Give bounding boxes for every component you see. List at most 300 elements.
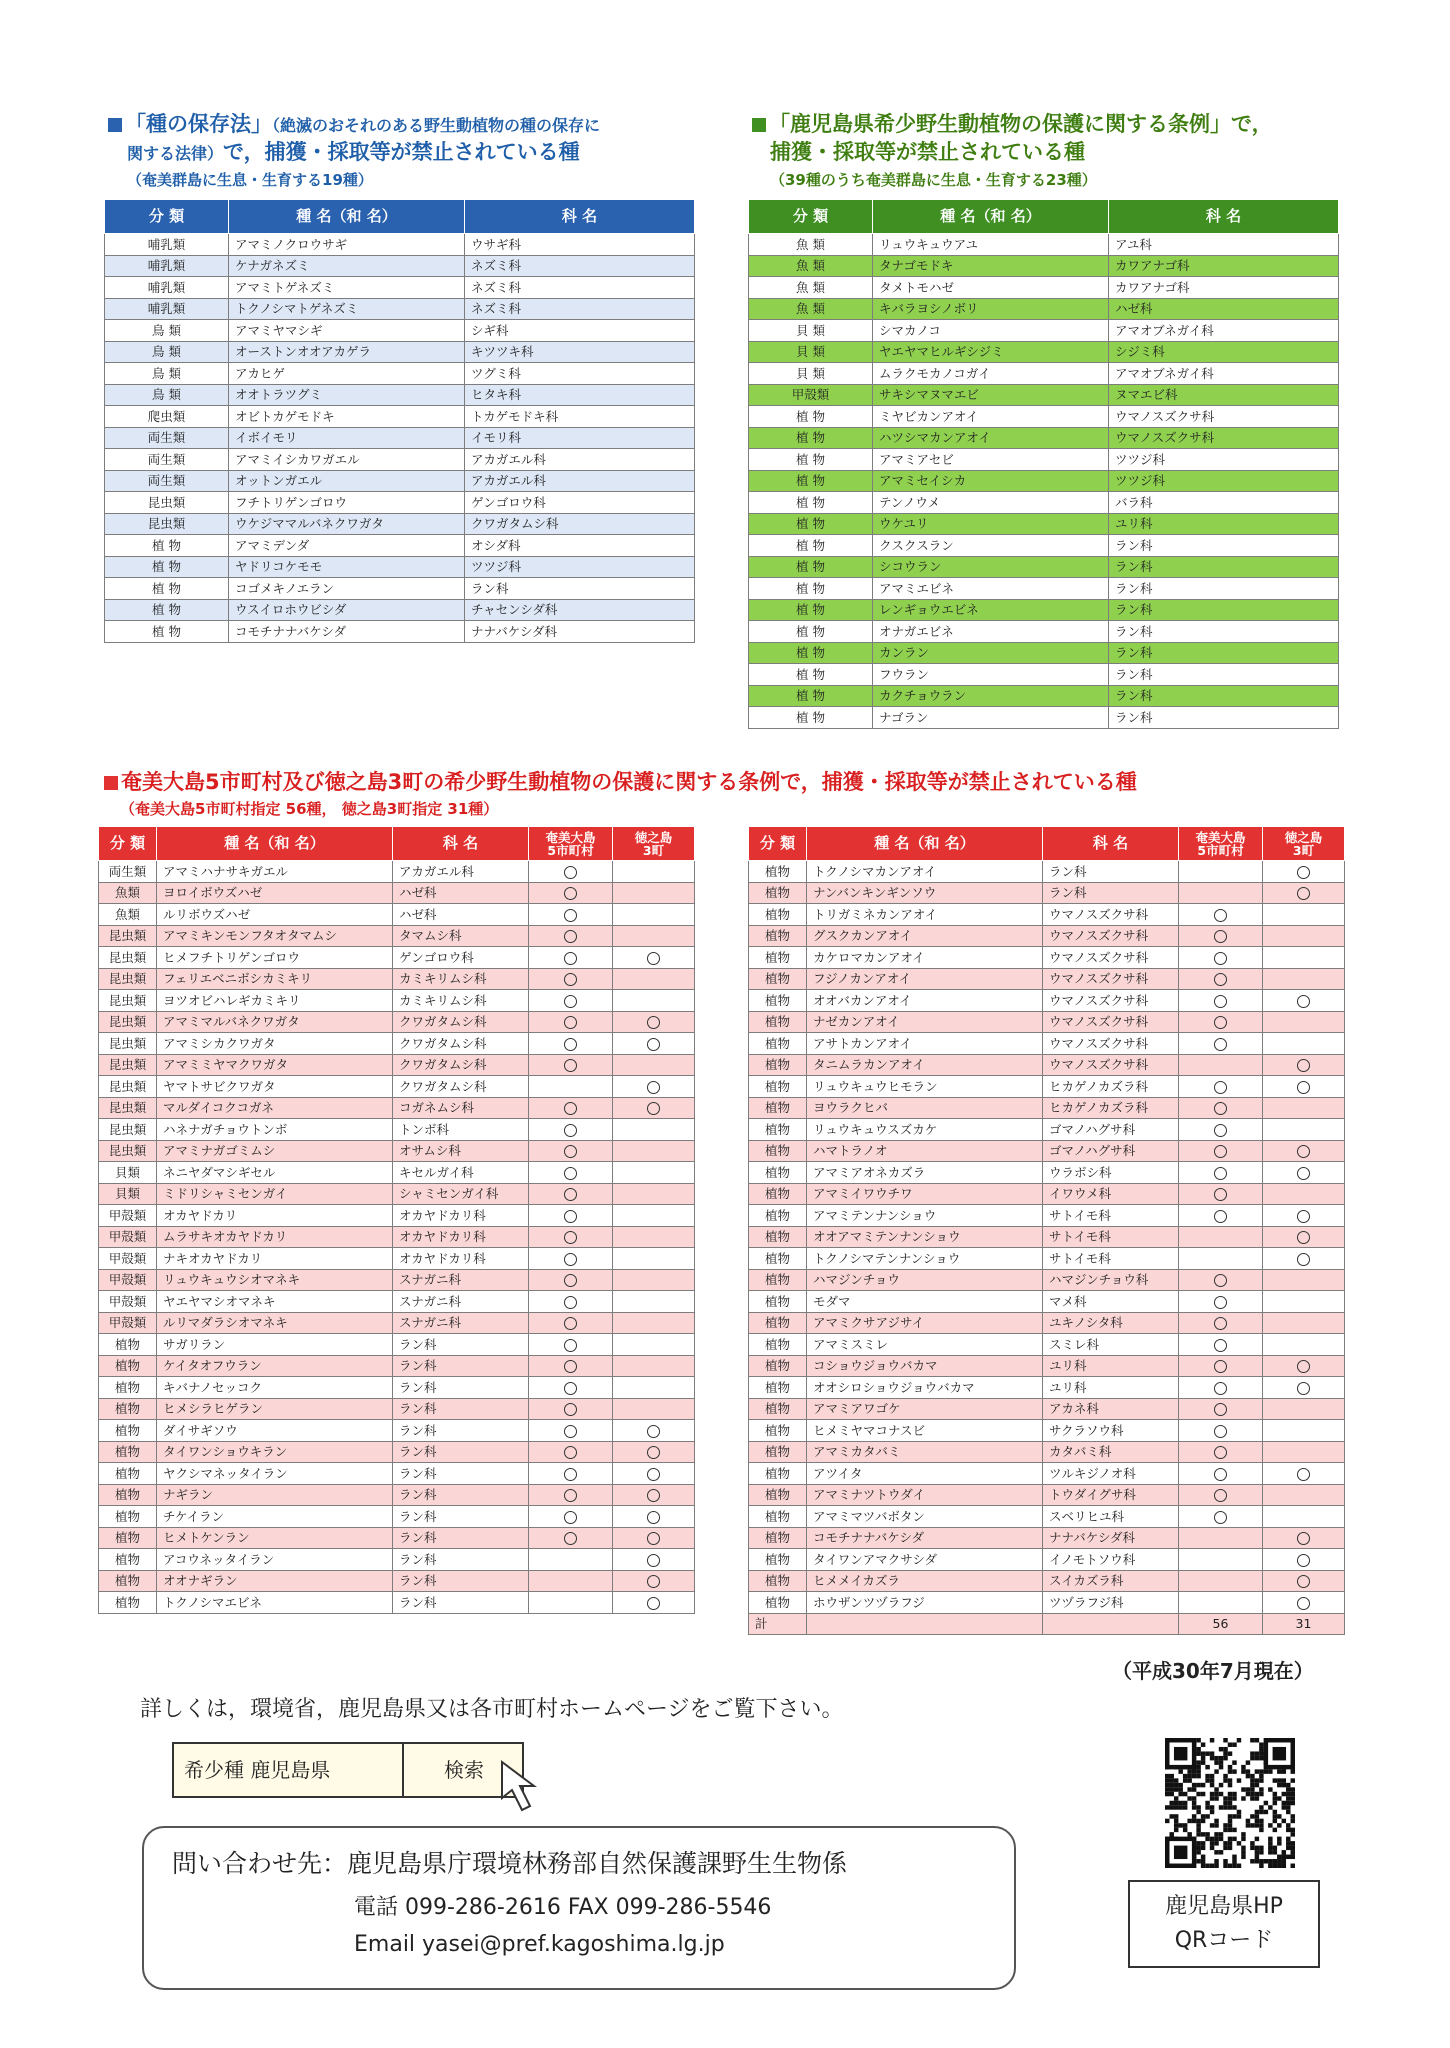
cell-species: コショウジョウバカマ [807, 1355, 1043, 1377]
cell-family: カワアナゴ科 [1109, 255, 1339, 277]
cell-tokunoshima [1263, 1377, 1345, 1399]
cell-species: トクノシマカンアオイ [807, 861, 1043, 883]
circle-mark-icon [1297, 887, 1310, 900]
cell-category: 甲殻類 [749, 384, 873, 406]
cell-tokunoshima [613, 990, 695, 1012]
table-row [749, 1312, 1345, 1334]
cell-category: 植 物 [749, 685, 873, 707]
circle-mark-icon [1214, 1382, 1227, 1395]
cell-species: オオアマミテンナンショウ [807, 1226, 1043, 1248]
cell-family: ラン科 [465, 578, 695, 600]
cell-amami [1179, 1119, 1263, 1141]
cell-tokunoshima [1263, 1119, 1345, 1141]
cell-amami [1179, 1248, 1263, 1270]
cell-category: 植物 [749, 1226, 807, 1248]
cell-species: ハネナガチョウトンボ [157, 1119, 393, 1141]
cell-category: 植物 [749, 1011, 807, 1033]
table-row [749, 1097, 1345, 1119]
circle-mark-icon [564, 1317, 577, 1330]
search-query[interactable]: 希少種 鹿児島県 [174, 1744, 404, 1796]
circle-mark-icon [564, 1210, 577, 1223]
cell-category: 昆虫類 [99, 1140, 157, 1162]
cell-family: ラン科 [393, 1463, 529, 1485]
s2-title-l2: 捕獲・採取等が禁止されている種 [770, 140, 1085, 164]
cell-amami [1179, 968, 1263, 990]
cell-tokunoshima [613, 1377, 695, 1399]
cell-family: ウサギ科 [465, 234, 695, 256]
table-row [749, 1484, 1345, 1506]
table-row [749, 1076, 1345, 1098]
cell-category: 植物 [749, 1097, 807, 1119]
guide-text: 詳しくは，環境省，鹿児島県又は各市町村ホームページをご覧下さい。 [140, 1697, 844, 1722]
circle-mark-icon [564, 973, 577, 986]
cell-species: ヒメメイカズラ [807, 1570, 1043, 1592]
cell-family: スナガニ科 [393, 1312, 529, 1334]
table-row [749, 513, 1339, 535]
cell-category: 甲殻類 [99, 1291, 157, 1313]
cell-family: オカヤドカリ科 [393, 1226, 529, 1248]
cell-category: 植物 [749, 1248, 807, 1270]
cell-amami [529, 1420, 613, 1442]
cell-amami [529, 990, 613, 1012]
cell-family: キツツキ科 [465, 341, 695, 363]
cell-species: ハマトラノオ [807, 1140, 1043, 1162]
cell-tokunoshima [1263, 1054, 1345, 1076]
table-row [99, 1527, 695, 1549]
cell-amami [1179, 861, 1263, 883]
circle-mark-icon [647, 1597, 660, 1610]
cell-species: アマミシカクワガタ [157, 1033, 393, 1055]
cell-category: 甲殻類 [99, 1269, 157, 1291]
cell-family: ラン科 [393, 1334, 529, 1356]
table-row [749, 947, 1345, 969]
cell-species: トクノシマテンナンショウ [807, 1248, 1043, 1270]
s2-header-family: 科 名 [1109, 200, 1339, 234]
cell-amami [1179, 1527, 1263, 1549]
table-row [105, 449, 695, 471]
cell-tokunoshima [1263, 990, 1345, 1012]
cell-family: ウマノスズクサ科 [1043, 925, 1179, 947]
table-row [749, 1291, 1345, 1313]
cell-category: 植物 [749, 990, 807, 1012]
cell-category: 植物 [99, 1355, 157, 1377]
cell-category: 植 物 [749, 621, 873, 643]
cell-tokunoshima [613, 1312, 695, 1334]
cell-species: アマミテンナンショウ [807, 1205, 1043, 1227]
cell-species: アマミイシカワガエル [229, 449, 465, 471]
table-row [99, 1549, 695, 1571]
table-row [749, 1355, 1345, 1377]
total-label: 計 [749, 1613, 807, 1635]
s2-subtitle: （39種のうち奄美群島に生息・生育する23種） [770, 171, 1097, 189]
cell-family: トンボ科 [393, 1119, 529, 1141]
circle-mark-icon [564, 1145, 577, 1158]
cell-amami [529, 1312, 613, 1334]
cell-species: ルリボウズハゼ [157, 904, 393, 926]
table-row [749, 406, 1339, 428]
cell-species: アマミアセビ [873, 449, 1109, 471]
cell-amami [529, 1097, 613, 1119]
cell-species: ムラクモカノコガイ [873, 363, 1109, 385]
s3-header-tokunoshima [1263, 827, 1345, 861]
cell-species: シマカノコ [873, 320, 1109, 342]
table-row [99, 1441, 695, 1463]
cell-tokunoshima [1263, 1011, 1345, 1033]
cell-tokunoshima [613, 1592, 695, 1614]
circle-mark-icon [564, 1231, 577, 1244]
circle-mark-icon [647, 1511, 660, 1524]
cell-species: グスクカンアオイ [807, 925, 1043, 947]
cell-category: 植 物 [749, 707, 873, 729]
cell-category: 植物 [749, 925, 807, 947]
cell-family: スベリヒユ科 [1043, 1506, 1179, 1528]
cell-tokunoshima [613, 925, 695, 947]
cell-species: オットンガエル [229, 470, 465, 492]
table-row [749, 1183, 1345, 1205]
table-row [749, 1269, 1345, 1291]
cell-tokunoshima [613, 1205, 695, 1227]
circle-mark-icon [564, 1167, 577, 1180]
table-row [749, 1205, 1345, 1227]
cell-category: 昆虫類 [99, 968, 157, 990]
circle-mark-icon [1214, 1102, 1227, 1115]
cell-category: 貝 類 [749, 320, 873, 342]
table-row [749, 470, 1339, 492]
s2-header-species: 種 名（和 名） [873, 200, 1109, 234]
cell-category: 昆虫類 [99, 1033, 157, 1055]
cell-family: スナガニ科 [393, 1269, 529, 1291]
s1-header-family: 科 名 [465, 200, 695, 234]
cell-family: ナナバケシダ科 [465, 621, 695, 643]
cell-family: クワガタムシ科 [393, 1054, 529, 1076]
cell-species: アツイタ [807, 1463, 1043, 1485]
cell-amami [529, 1248, 613, 1270]
cell-amami [1179, 1226, 1263, 1248]
s3-header-tokunoshima-l1: 徳之島 [1284, 829, 1323, 845]
cell-category: 貝 類 [749, 341, 873, 363]
contact-email[interactable]: Email yasei@pref.kagoshima.lg.jp [354, 1932, 725, 1957]
cell-family: アカガエル科 [393, 861, 529, 883]
s3-title-text: 奄美大島5市町村及び徳之島3町の希少野生動植物の保護に関する条例で，捕獲・採取等が禁止されている種 [121, 770, 1137, 794]
cell-family: ラン科 [393, 1420, 529, 1442]
cell-amami [529, 1592, 613, 1614]
table-row [749, 492, 1339, 514]
circle-mark-icon [564, 952, 577, 965]
cell-family: スナガニ科 [393, 1291, 529, 1313]
table-row [749, 1334, 1345, 1356]
cell-category: 植物 [749, 1269, 807, 1291]
cell-category: 爬虫類 [105, 406, 229, 428]
cell-category: 植 物 [749, 556, 873, 578]
circle-mark-icon [564, 1339, 577, 1352]
table-row [105, 277, 695, 299]
cell-species: オオトラツグミ [229, 384, 465, 406]
table-row [99, 1398, 695, 1420]
cell-amami [529, 1054, 613, 1076]
cell-amami [1179, 1549, 1263, 1571]
s2-header-category: 分 類 [749, 200, 873, 234]
table-row [749, 1119, 1345, 1141]
cell-species: アマミデンダ [229, 535, 465, 557]
s3-header-amami-l2: 5市町村 [547, 842, 594, 858]
cell-species: アマミナツトウダイ [807, 1484, 1043, 1506]
circle-mark-icon [564, 1511, 577, 1524]
table-row [749, 1592, 1345, 1614]
table-row [99, 925, 695, 947]
cell-tokunoshima [613, 1097, 695, 1119]
circle-mark-icon [1297, 1210, 1310, 1223]
qr-caption-l1: 鹿児島県HP [1165, 1894, 1283, 1919]
cell-category: 植物 [749, 1033, 807, 1055]
cell-family: カタバミ科 [1043, 1441, 1179, 1463]
s3-header-amami-l2: 5市町村 [1197, 842, 1244, 858]
cell-family: ネズミ科 [465, 255, 695, 277]
search-box[interactable] [172, 1742, 524, 1798]
cell-species: フチトリゲンゴロウ [229, 492, 465, 514]
cell-amami [529, 1226, 613, 1248]
cell-tokunoshima [613, 1183, 695, 1205]
cell-family: ウマノスズクサ科 [1043, 968, 1179, 990]
cell-family: スミレ科 [1043, 1334, 1179, 1356]
cell-family: オサムシ科 [393, 1140, 529, 1162]
cell-category: 昆虫類 [99, 990, 157, 1012]
cell-family: ツヅラフジ科 [1043, 1592, 1179, 1614]
s1-title-l2b: で，捕獲・採取等が禁止されている種 [223, 140, 580, 164]
circle-mark-icon [564, 1059, 577, 1072]
cell-family: マメ科 [1043, 1291, 1179, 1313]
table-row [749, 556, 1339, 578]
circle-mark-icon [1214, 1360, 1227, 1373]
cell-amami [1179, 1441, 1263, 1463]
table-row [99, 882, 695, 904]
circle-mark-icon [1214, 1468, 1227, 1481]
cell-species: アマミアオネカズラ [807, 1162, 1043, 1184]
cell-amami [529, 1291, 613, 1313]
circle-mark-icon [1214, 1425, 1227, 1438]
cell-species: ナゴラン [873, 707, 1109, 729]
cell-tokunoshima [1263, 1420, 1345, 1442]
red-square-icon [104, 776, 118, 790]
table-row [749, 1377, 1345, 1399]
cell-species: テンノウメ [873, 492, 1109, 514]
s3-header-tokunoshima-l2: 3町 [642, 842, 665, 858]
cell-tokunoshima [1263, 861, 1345, 883]
cell-tokunoshima [1263, 882, 1345, 904]
cell-species: アマミハナサキガエル [157, 861, 393, 883]
cell-tokunoshima [1263, 1248, 1345, 1270]
s1-title-paren: （絶滅のおそれのある野生動植物の種の保存に [272, 116, 601, 135]
table-row [749, 642, 1339, 664]
cell-category: 植物 [749, 968, 807, 990]
s3-table-left [98, 826, 695, 1614]
table-row [749, 320, 1339, 342]
cell-species: タメトモハゼ [873, 277, 1109, 299]
table-row [749, 990, 1345, 1012]
cell-category: 植物 [99, 1570, 157, 1592]
table-row [105, 513, 695, 535]
cell-tokunoshima [1263, 1549, 1345, 1571]
circle-mark-icon [1214, 1296, 1227, 1309]
cell-species: コゴメキノエラン [229, 578, 465, 600]
search-button[interactable]: 検索 [444, 1758, 484, 1782]
s2-title-l1: 「鹿児島県希少野生動植物の保護に関する条例」で， [769, 112, 1273, 136]
table-row [749, 1463, 1345, 1485]
cell-species: アマミトゲネズミ [229, 277, 465, 299]
cell-tokunoshima [613, 947, 695, 969]
cell-species: リュウキュウスズカケ [807, 1119, 1043, 1141]
cell-tokunoshima [1263, 1334, 1345, 1356]
cell-family: ツツジ科 [1109, 449, 1339, 471]
table-row [749, 255, 1339, 277]
table-row [99, 1570, 695, 1592]
table-row [749, 664, 1339, 686]
s3-header-tokunoshima [613, 827, 695, 861]
circle-mark-icon [564, 1016, 577, 1029]
cell-tokunoshima [1263, 1592, 1345, 1614]
circle-mark-icon [564, 930, 577, 943]
cell-category: 植 物 [105, 599, 229, 621]
table-row [749, 685, 1339, 707]
cell-category: 植 物 [749, 664, 873, 686]
cell-species: アカヒゲ [229, 363, 465, 385]
circle-mark-icon [647, 1081, 660, 1094]
table-row [749, 861, 1345, 883]
cell-family: ラン科 [393, 1355, 529, 1377]
circle-mark-icon [647, 1532, 660, 1545]
contact-line: 問い合わせ先：鹿児島県庁環境林務部自然保護課野生生物係 [172, 1849, 848, 1878]
cell-amami [529, 1527, 613, 1549]
cell-family: サクラソウ科 [1043, 1420, 1179, 1442]
cell-tokunoshima [613, 1420, 695, 1442]
cell-category: 植物 [749, 1183, 807, 1205]
cell-family: ネズミ科 [465, 277, 695, 299]
cell-category: 植物 [749, 1119, 807, 1141]
cell-category: 植 物 [749, 427, 873, 449]
cell-family: ラン科 [1043, 861, 1179, 883]
cell-species: シコウラン [873, 556, 1109, 578]
cell-family: アカネ科 [1043, 1398, 1179, 1420]
cell-amami [529, 968, 613, 990]
total-tokunoshima: 31 [1263, 1613, 1345, 1635]
cell-amami [1179, 1076, 1263, 1098]
cell-species: ハツシマカンアオイ [873, 427, 1109, 449]
cell-tokunoshima [613, 1162, 695, 1184]
table-row [749, 904, 1345, 926]
circle-mark-icon [647, 1038, 660, 1051]
circle-mark-icon [564, 1446, 577, 1459]
cell-family: シジミ科 [1109, 341, 1339, 363]
cell-species: ヒメフチトリゲンゴロウ [157, 947, 393, 969]
table-row [99, 1334, 695, 1356]
cell-category: 植 物 [105, 535, 229, 557]
cell-tokunoshima [613, 1398, 695, 1420]
cell-amami [1179, 1312, 1263, 1334]
cell-category: 植物 [99, 1377, 157, 1399]
cell-species: トクノシマエビネ [157, 1592, 393, 1614]
cell-tokunoshima [613, 1269, 695, 1291]
qr-caption [1128, 1880, 1320, 1968]
cell-species: リュウキュウヒモラン [807, 1076, 1043, 1098]
cell-species: タニムラカンアオイ [807, 1054, 1043, 1076]
table-row [749, 1226, 1345, 1248]
cell-family: ラン科 [393, 1506, 529, 1528]
cell-family: イモリ科 [465, 427, 695, 449]
blue-square-icon [108, 118, 122, 132]
cell-tokunoshima [1263, 968, 1345, 990]
cell-category: 鳥 類 [105, 363, 229, 385]
circle-mark-icon [564, 1274, 577, 1287]
cell-category: 貝類 [99, 1183, 157, 1205]
s1-title-line1 [108, 112, 600, 138]
s1-subtitle: （奄美群島に生息・生育する19種） [127, 171, 373, 189]
cell-species: ヨロイボウズハゼ [157, 882, 393, 904]
circle-mark-icon [647, 952, 660, 965]
table-row [749, 298, 1339, 320]
circle-mark-icon [1214, 952, 1227, 965]
circle-mark-icon [647, 1554, 660, 1567]
table-row [99, 1205, 695, 1227]
cell-amami [1179, 1162, 1263, 1184]
total-empty [1043, 1613, 1179, 1635]
cell-amami [529, 1334, 613, 1356]
cell-category: 昆虫類 [99, 947, 157, 969]
cell-tokunoshima [613, 1463, 695, 1485]
cell-tokunoshima [613, 1506, 695, 1528]
cell-category: 哺乳類 [105, 234, 229, 256]
cell-category: 哺乳類 [105, 298, 229, 320]
cell-species: トリガミネカンアオイ [807, 904, 1043, 926]
table-row [99, 1097, 695, 1119]
cell-family: シギ科 [465, 320, 695, 342]
circle-mark-icon [1214, 1167, 1227, 1180]
cell-family: ユキノシタ科 [1043, 1312, 1179, 1334]
cell-amami [529, 1463, 613, 1485]
table-row [105, 578, 695, 600]
s1-header-category: 分 類 [105, 200, 229, 234]
cell-family: クワガタムシ科 [465, 513, 695, 535]
cell-category: 鳥 類 [105, 320, 229, 342]
cell-amami [529, 1205, 613, 1227]
s1-title-l2a: 関する法律） [127, 144, 224, 163]
table-row [105, 556, 695, 578]
circle-mark-icon [1214, 1038, 1227, 1051]
cell-category: 植物 [99, 1592, 157, 1614]
cell-species: オカヤドカリ [157, 1205, 393, 1227]
cell-tokunoshima [613, 1226, 695, 1248]
cell-species: ウケユリ [873, 513, 1109, 535]
cell-amami [529, 1140, 613, 1162]
cell-species: ルリマダラシオマネキ [157, 1312, 393, 1334]
table-row [105, 384, 695, 406]
cell-category: 植物 [99, 1506, 157, 1528]
cell-tokunoshima [613, 904, 695, 926]
cell-amami [1179, 990, 1263, 1012]
cell-category: 昆虫類 [99, 1054, 157, 1076]
cell-tokunoshima [1263, 1076, 1345, 1098]
table-row [749, 707, 1339, 729]
cell-family: アカガエル科 [465, 449, 695, 471]
cell-tokunoshima [613, 1291, 695, 1313]
cell-tokunoshima [613, 1076, 695, 1098]
table-row [749, 1441, 1345, 1463]
cell-family: アマオブネガイ科 [1109, 363, 1339, 385]
cell-category: 魚 類 [749, 277, 873, 299]
cell-species: ケイタオフウラン [157, 1355, 393, 1377]
table-row [99, 1377, 695, 1399]
table-row [99, 990, 695, 1012]
s3-title [104, 770, 1137, 795]
cell-species: ヒメミヤマコナスビ [807, 1420, 1043, 1442]
